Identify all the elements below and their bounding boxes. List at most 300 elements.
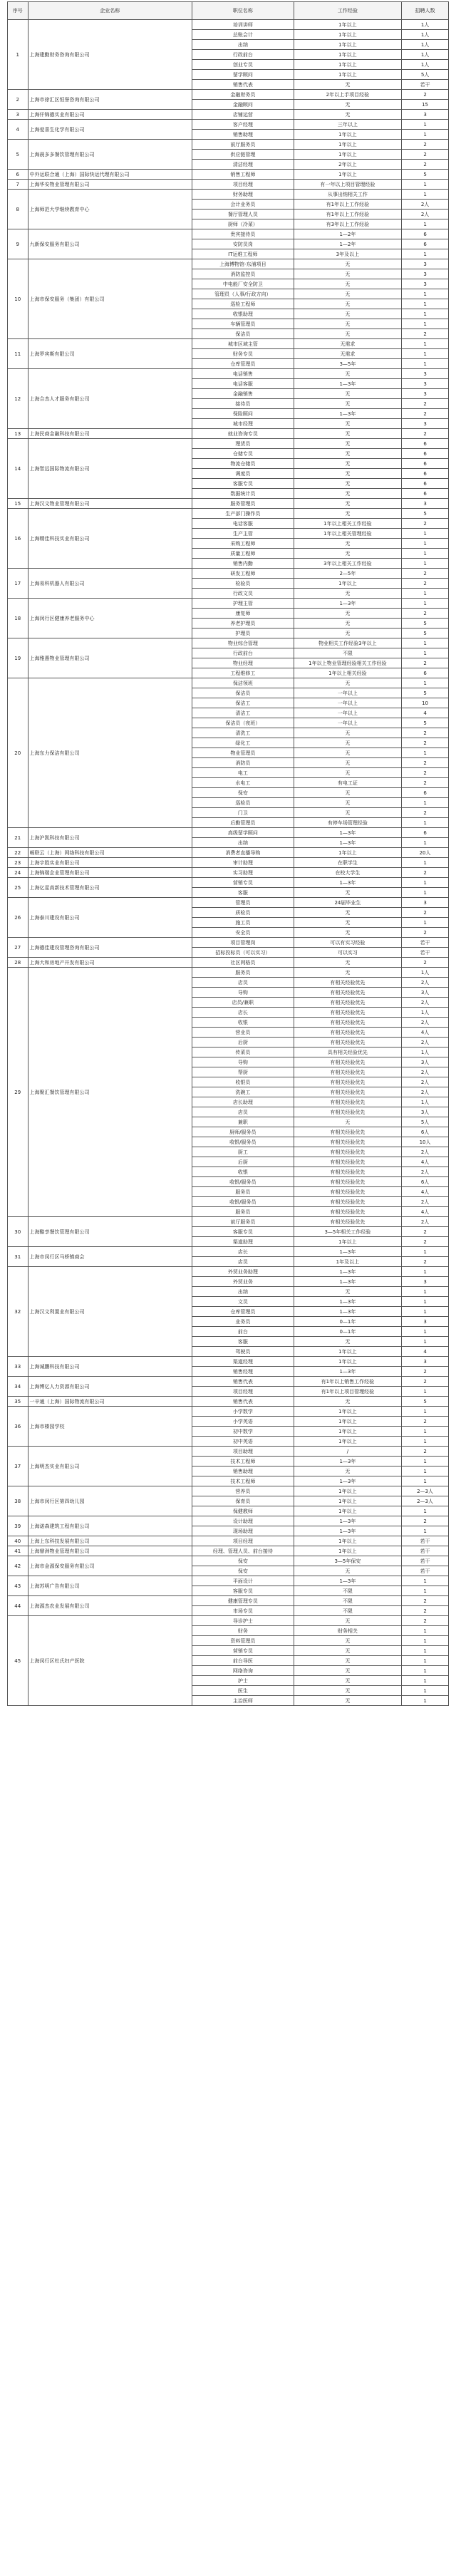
experience: 无 — [294, 279, 401, 289]
experience: 2年以上 — [294, 160, 401, 170]
headcount: 2 — [402, 409, 449, 419]
headcount: 1 — [402, 180, 449, 190]
company-name: 上海上东科技发展有限公司 — [28, 1536, 192, 1546]
experience: 无 — [294, 808, 401, 818]
experience: 有相关经验优先 — [294, 1038, 401, 1048]
position-name: 收银 — [192, 1167, 294, 1177]
company-name: 上海鼎洲物业管理有限公司 — [28, 1546, 192, 1556]
position-name: 客服专员 — [192, 479, 294, 489]
table-row — [8, 90, 449, 100]
position-name: 消费者直播导购 — [192, 848, 294, 858]
position-name: 护理员 — [192, 629, 294, 638]
position-name: 保安 — [192, 1556, 294, 1566]
experience: 3年以上相关工作经验 — [294, 559, 401, 569]
company-name: 上海泰川建设有限公司 — [28, 898, 192, 938]
headcount: 6 — [402, 449, 449, 459]
position-name: 门卫 — [192, 808, 294, 818]
position-name: 项目助理 — [192, 1447, 294, 1457]
position-name: 仓库管理员 — [192, 359, 294, 369]
experience: 无 — [294, 958, 401, 968]
position-name: 消防监控员 — [192, 269, 294, 279]
headcount: 2 — [402, 1606, 449, 1616]
headcount: 1 — [402, 1646, 449, 1656]
experience: 有相关经验优先 — [294, 1217, 401, 1227]
position-name: 小学英语 — [192, 1417, 294, 1427]
company-name: 上海仟锦德实业有限公司 — [28, 110, 192, 120]
experience: 2—5年 — [294, 569, 401, 579]
row-index: 7 — [8, 180, 28, 190]
headcount: 3 — [402, 379, 449, 389]
position-name: 销售内勤 — [192, 559, 294, 569]
headcount: 1人 — [402, 20, 449, 30]
headcount: 3 — [402, 419, 449, 429]
position-name: 店员/兼职 — [192, 998, 294, 1008]
experience: 无 — [294, 549, 401, 559]
position-name: 仓储专员 — [192, 449, 294, 459]
company-name: 上海汉文物业管理有限公司 — [28, 499, 192, 509]
headcount: 2 — [402, 958, 449, 968]
position-name: 收银 — [192, 1018, 294, 1028]
position-name: 出纳 — [192, 40, 294, 50]
headcount: 1 — [402, 120, 449, 130]
headcount: 2 — [402, 90, 449, 100]
headcount: 1 — [402, 918, 449, 928]
position-name: 网络咨询 — [192, 1666, 294, 1676]
experience: 1—3年 — [294, 409, 401, 419]
experience: 1年以上 — [294, 1357, 401, 1367]
headcount: 若干 — [402, 1536, 449, 1546]
headcount: 2 — [402, 329, 449, 339]
company-name: 上海爱喜生化学有限公司 — [28, 120, 192, 140]
position-name: 中电能厂安全防卫 — [192, 279, 294, 289]
headcount: 2 — [402, 519, 449, 529]
experience: 无 — [294, 928, 401, 938]
position-name: 经理、管理人员、前台接待 — [192, 1546, 294, 1556]
table-row — [8, 429, 449, 439]
row-index: 31 — [8, 1247, 28, 1267]
row-index: 35 — [8, 1397, 28, 1407]
row-index: 39 — [8, 1516, 28, 1536]
headcount: 1 — [402, 818, 449, 828]
position-name: 供应链管理 — [192, 150, 294, 160]
position-name: 店铺运营 — [192, 110, 294, 120]
experience: 无 — [294, 738, 401, 748]
table-row — [8, 439, 449, 449]
headcount: 6 — [402, 439, 449, 449]
headcount: 2 — [402, 658, 449, 668]
table-row — [8, 968, 449, 978]
headcount: 2 — [402, 728, 449, 738]
position-name: 销售代表 — [192, 1377, 294, 1387]
headcount: 1 — [402, 1656, 449, 1666]
experience: 无 — [294, 389, 401, 399]
position-name: 销售工程师 — [192, 170, 294, 180]
position-name: 项目管理岗 — [192, 938, 294, 948]
headcount: 2 — [402, 429, 449, 439]
experience: 2年以上手项目经验 — [294, 90, 401, 100]
experience: 无 — [294, 908, 401, 918]
company-name: 上海建勤财务咨询有限公司 — [28, 20, 192, 90]
row-index: 36 — [8, 1407, 28, 1447]
company-name: 上海诚鹏科技有限公司 — [28, 1357, 192, 1377]
position-name: 厨师/服务员 — [192, 1127, 294, 1137]
position-name: 店长助理 — [192, 1097, 294, 1107]
headcount: 1人 — [402, 968, 449, 978]
headcount: 6 — [402, 469, 449, 479]
headcount: 2 — [402, 808, 449, 818]
position-name: 客服 — [192, 888, 294, 898]
headcount: 1人 — [402, 50, 449, 60]
experience: 1—3年 — [294, 1367, 401, 1377]
position-name: 高级留学顾问 — [192, 828, 294, 838]
experience: 无 — [294, 1696, 401, 1706]
position-name: 保洁工 — [192, 698, 294, 708]
headcount: 3 — [402, 1277, 449, 1287]
position-name: 客服 — [192, 1337, 294, 1347]
table-row — [8, 599, 449, 609]
row-index: 33 — [8, 1357, 28, 1377]
headcount: 1 — [402, 1626, 449, 1636]
headcount: 1 — [402, 529, 449, 539]
row-index: 11 — [8, 339, 28, 369]
position-name: 资料管理员 — [192, 1636, 294, 1646]
headcount: 1 — [402, 539, 449, 549]
position-name: 兼职 — [192, 1117, 294, 1127]
experience: 1年以上 — [294, 130, 401, 140]
headcount: 2 — [402, 1447, 449, 1457]
position-name: 市场专员 — [192, 1606, 294, 1616]
headcount: 1 — [402, 359, 449, 369]
position-name: 财务专员 — [192, 349, 294, 359]
experience: 无 — [294, 678, 401, 688]
position-name: 上海博物馆-东浦项目 — [192, 259, 294, 269]
position-name: 护理主管 — [192, 599, 294, 609]
position-name: 仓库管理员 — [192, 1307, 294, 1317]
headcount: 10人 — [402, 1137, 449, 1147]
table-row — [8, 1267, 449, 1277]
table-row — [8, 499, 449, 509]
experience: 1年以上 — [294, 1347, 401, 1357]
position-name: 管理员（人事/行政方向） — [192, 289, 294, 299]
headcount: 1 — [402, 1696, 449, 1706]
position-name: 康复师 — [192, 609, 294, 619]
position-name: 餐厅管理人员 — [192, 210, 294, 219]
position-name: 车辆管理员 — [192, 319, 294, 329]
experience: 无 — [294, 1616, 401, 1626]
headcount: 1人 — [402, 40, 449, 50]
position-name: IT运维工程师 — [192, 249, 294, 259]
experience: 无 — [294, 489, 401, 499]
company-name: 上海市闵行区第四幼儿园 — [28, 1486, 192, 1516]
position-name: 收银助理 — [192, 309, 294, 319]
position-name: 电话销售 — [192, 369, 294, 379]
table-row — [8, 1596, 449, 1606]
position-name: 贵宾接待员 — [192, 229, 294, 239]
row-index: 27 — [8, 938, 28, 958]
row-index: 43 — [8, 1576, 28, 1596]
headcount: 1人 — [402, 1048, 449, 1057]
headcount: 2 — [402, 569, 449, 579]
company-name: 上海晨多多餐饮管理有限公司 — [28, 140, 192, 170]
row-index: 41 — [8, 1546, 28, 1556]
experience: 无 — [294, 918, 401, 928]
experience: 有相关经验优先 — [294, 1087, 401, 1097]
experience: 无 — [294, 399, 401, 409]
row-index: 34 — [8, 1377, 28, 1397]
company-name: 上海宇胜实业有限公司 — [28, 858, 192, 868]
headcount: 2人 — [402, 200, 449, 210]
position-name: 业务员 — [192, 1317, 294, 1327]
position-name: 保洁领班 — [192, 678, 294, 688]
experience: 0—1年 — [294, 1327, 401, 1337]
position-name: 保健教师 — [192, 1506, 294, 1516]
experience: 在校大学生 — [294, 868, 401, 878]
headcount: 1 — [402, 1267, 449, 1277]
position-name: 外贸业务助理 — [192, 1267, 294, 1277]
company-name: 上海雅惠物业管理有限公司 — [28, 638, 192, 678]
experience: 无 — [294, 609, 401, 619]
position-name: 城市经理 — [192, 419, 294, 429]
table-row — [8, 1217, 449, 1227]
position-name: 保险顾问 — [192, 409, 294, 419]
position-name: 设计助理 — [192, 1516, 294, 1526]
experience: 有1年以上销售工作经验 — [294, 1377, 401, 1387]
headcount: 5 — [402, 170, 449, 180]
headcount: 6 — [402, 489, 449, 499]
position-name: 前厅服务员 — [192, 1217, 294, 1227]
experience: 有相关经验优先 — [294, 1157, 401, 1167]
headcount: 6人 — [402, 1127, 449, 1137]
table-row — [8, 1407, 449, 1417]
company-name: 中外运联合通（上海）国际快运代理有限公司 — [28, 170, 192, 180]
header-index: 序号 — [8, 2, 28, 20]
row-index: 9 — [8, 229, 28, 259]
experience: 1—3年 — [294, 1526, 401, 1536]
headcount: 1 — [402, 1337, 449, 1347]
company-name: 上海博亿人力资源有限公司 — [28, 1377, 192, 1397]
headcount: 4人 — [402, 1187, 449, 1197]
position-name: 物业综合管理 — [192, 638, 294, 648]
position-name: 前厅服务员 — [192, 140, 294, 150]
row-index: 40 — [8, 1536, 28, 1546]
experience: 无 — [294, 319, 401, 329]
table-row — [8, 1447, 449, 1457]
row-index: 8 — [8, 190, 28, 229]
headcount: 6 — [402, 479, 449, 489]
headcount: 1 — [402, 1676, 449, 1686]
company-name: 上海东力保洁有限公司 — [28, 678, 192, 828]
position-name: 金融财务员 — [192, 90, 294, 100]
position-name: 金融顾问 — [192, 100, 294, 110]
headcount: 3 — [402, 898, 449, 908]
position-name: 销售助理 — [192, 1467, 294, 1476]
company-name: 畅联云（上海）网络科技有限公司 — [28, 848, 192, 858]
position-name: 导购 — [192, 988, 294, 998]
table-row — [8, 180, 449, 190]
experience: 1年以上物业管理经验相关工作经验 — [294, 658, 401, 668]
position-name: 行政文员 — [192, 589, 294, 599]
experience: 一年以上 — [294, 708, 401, 718]
experience: 无 — [294, 419, 401, 429]
headcount: 2 — [402, 1257, 449, 1267]
position-name: 调度员 — [192, 469, 294, 479]
table-row — [8, 229, 449, 239]
experience: 一年以上 — [294, 698, 401, 708]
position-name: 会计业务员 — [192, 200, 294, 210]
position-name: 采购工程师 — [192, 539, 294, 549]
experience: 不限 — [294, 1606, 401, 1616]
headcount: 1 — [402, 678, 449, 688]
experience: 无 — [294, 1566, 401, 1576]
table-row — [8, 509, 449, 519]
headcount: 2 — [402, 768, 449, 778]
position-name: 创业专员 — [192, 60, 294, 70]
row-index: 12 — [8, 369, 28, 429]
company-name: 上海沪凯科技有限公司 — [28, 828, 192, 848]
headcount: 1 — [402, 1686, 449, 1696]
experience: 0—1年 — [294, 1317, 401, 1327]
position-name: 后厨 — [192, 1038, 294, 1048]
header-headcount: 招聘人数 — [402, 2, 449, 20]
headcount: 5 — [402, 688, 449, 698]
company-name: 上海酷享餐饮管理有限公司 — [28, 1217, 192, 1247]
position-name: 招标投标员（可以实习） — [192, 948, 294, 958]
headcount: 4人 — [402, 1028, 449, 1038]
headcount: 2人 — [402, 1197, 449, 1207]
headcount: 5 — [402, 718, 449, 728]
table-row — [8, 938, 449, 948]
headcount: 1 — [402, 1307, 449, 1317]
experience: 无 — [294, 788, 401, 798]
position-name: 保育员 — [192, 1496, 294, 1506]
headcount: 1 — [402, 1457, 449, 1467]
headcount: 1 — [402, 319, 449, 329]
experience: 1—3年 — [294, 1457, 401, 1467]
position-name: 营养员 — [192, 1486, 294, 1496]
position-name: 收银/服务员 — [192, 1197, 294, 1207]
experience: 1—3年 — [294, 379, 401, 389]
experience: 1年以上 — [294, 1237, 401, 1247]
headcount: 5 — [402, 509, 449, 519]
headcount: 5 — [402, 629, 449, 638]
position-name: 医生 — [192, 1686, 294, 1696]
experience: 1年以上 — [294, 1407, 401, 1417]
table-row — [8, 898, 449, 908]
experience: 无 — [294, 509, 401, 519]
headcount: 6人 — [402, 1177, 449, 1187]
headcount: 1 — [402, 1576, 449, 1586]
headcount: 10 — [402, 698, 449, 708]
headcount: 若干 — [402, 1546, 449, 1556]
row-index: 4 — [8, 120, 28, 140]
position-name: 销售经理 — [192, 1367, 294, 1377]
headcount: 2人 — [402, 1167, 449, 1177]
experience: 有1年以上工作经验 — [294, 200, 401, 210]
position-name: 后厨 — [192, 1157, 294, 1167]
position-name: 理货员 — [192, 439, 294, 449]
headcount: 2 — [402, 1417, 449, 1427]
headcount: 1 — [402, 1427, 449, 1437]
experience: 1—3年 — [294, 599, 401, 609]
position-name: 收银员 — [192, 1077, 294, 1087]
headcount: 2 — [402, 1616, 449, 1626]
position-name: 初中英语 — [192, 1437, 294, 1447]
experience: 无 — [294, 329, 401, 339]
position-name: 帮厨 — [192, 1067, 294, 1077]
position-name: 渠道助理 — [192, 1237, 294, 1247]
headcount: 1 — [402, 1297, 449, 1307]
row-index: 38 — [8, 1486, 28, 1516]
position-name: 保洁员 — [192, 329, 294, 339]
company-name: 上海大和房地产开发有限公司 — [28, 958, 192, 968]
experience: 一年以上 — [294, 718, 401, 728]
position-name: 洗碗工 — [192, 1087, 294, 1097]
headcount: 1 — [402, 1407, 449, 1417]
headcount: 3人 — [402, 988, 449, 998]
position-name: 外贸业务 — [192, 1277, 294, 1287]
position-name: 保洁员 — [192, 688, 294, 698]
table-row — [8, 858, 449, 868]
recruitment-table — [7, 1, 449, 1706]
position-name: 营销专员 — [192, 1646, 294, 1656]
company-name: 上海市闵行区马桥镇商会 — [28, 1247, 192, 1267]
position-name: 收银/服务员 — [192, 1177, 294, 1187]
experience: 1—3年 — [294, 1476, 401, 1486]
position-name: 店员 — [192, 1107, 294, 1117]
experience: 有相关经验优先 — [294, 1207, 401, 1217]
experience: 1年以上 — [294, 170, 401, 180]
company-name: 上海源杰农业发展有限公司 — [28, 1596, 192, 1616]
headcount: 1 — [402, 1467, 449, 1476]
experience: 1年以上 — [294, 1546, 401, 1556]
table-row — [8, 140, 449, 150]
experience: 1年以上 — [294, 848, 401, 858]
headcount: 2人 — [402, 1077, 449, 1087]
position-name: 审计助理 — [192, 858, 294, 868]
table-body — [8, 20, 449, 1706]
headcount: 1人 — [402, 1097, 449, 1107]
company-name: 上海易科机器人有限公司 — [28, 569, 192, 599]
experience: 无 — [294, 1666, 401, 1676]
headcount: 2人 — [402, 1067, 449, 1077]
experience: 无 — [294, 289, 401, 299]
headcount: 3 — [402, 1317, 449, 1327]
position-name: 现场助理 — [192, 1526, 294, 1536]
headcount: 1 — [402, 1586, 449, 1596]
position-name: 前台 — [192, 1327, 294, 1337]
company-name: 上海华安物业管理有限公司 — [28, 180, 192, 190]
experience: 无 — [294, 629, 401, 638]
experience: 有相关经验优先 — [294, 1008, 401, 1018]
headcount: 2 — [402, 609, 449, 619]
headcount: 4 — [402, 708, 449, 718]
experience: 无 — [294, 299, 401, 309]
experience: 有相关经验优先 — [294, 1067, 401, 1077]
experience: 无 — [294, 1287, 401, 1297]
company-name: 上海锦瑞企业管理有限公司 — [28, 868, 192, 878]
experience: 有停车场管理经验 — [294, 818, 401, 828]
headcount: 2人 — [402, 1217, 449, 1227]
table-row — [8, 1377, 449, 1387]
experience: 具有相关经验优先 — [294, 1048, 401, 1057]
headcount: 2人 — [402, 1147, 449, 1157]
experience: 有相关经验优先 — [294, 1018, 401, 1028]
headcount: 1 — [402, 798, 449, 808]
position-name: 质量工程师 — [192, 549, 294, 559]
experience: 3年及以上 — [294, 249, 401, 259]
headcount: 5 — [402, 1397, 449, 1407]
table-row — [8, 878, 449, 888]
